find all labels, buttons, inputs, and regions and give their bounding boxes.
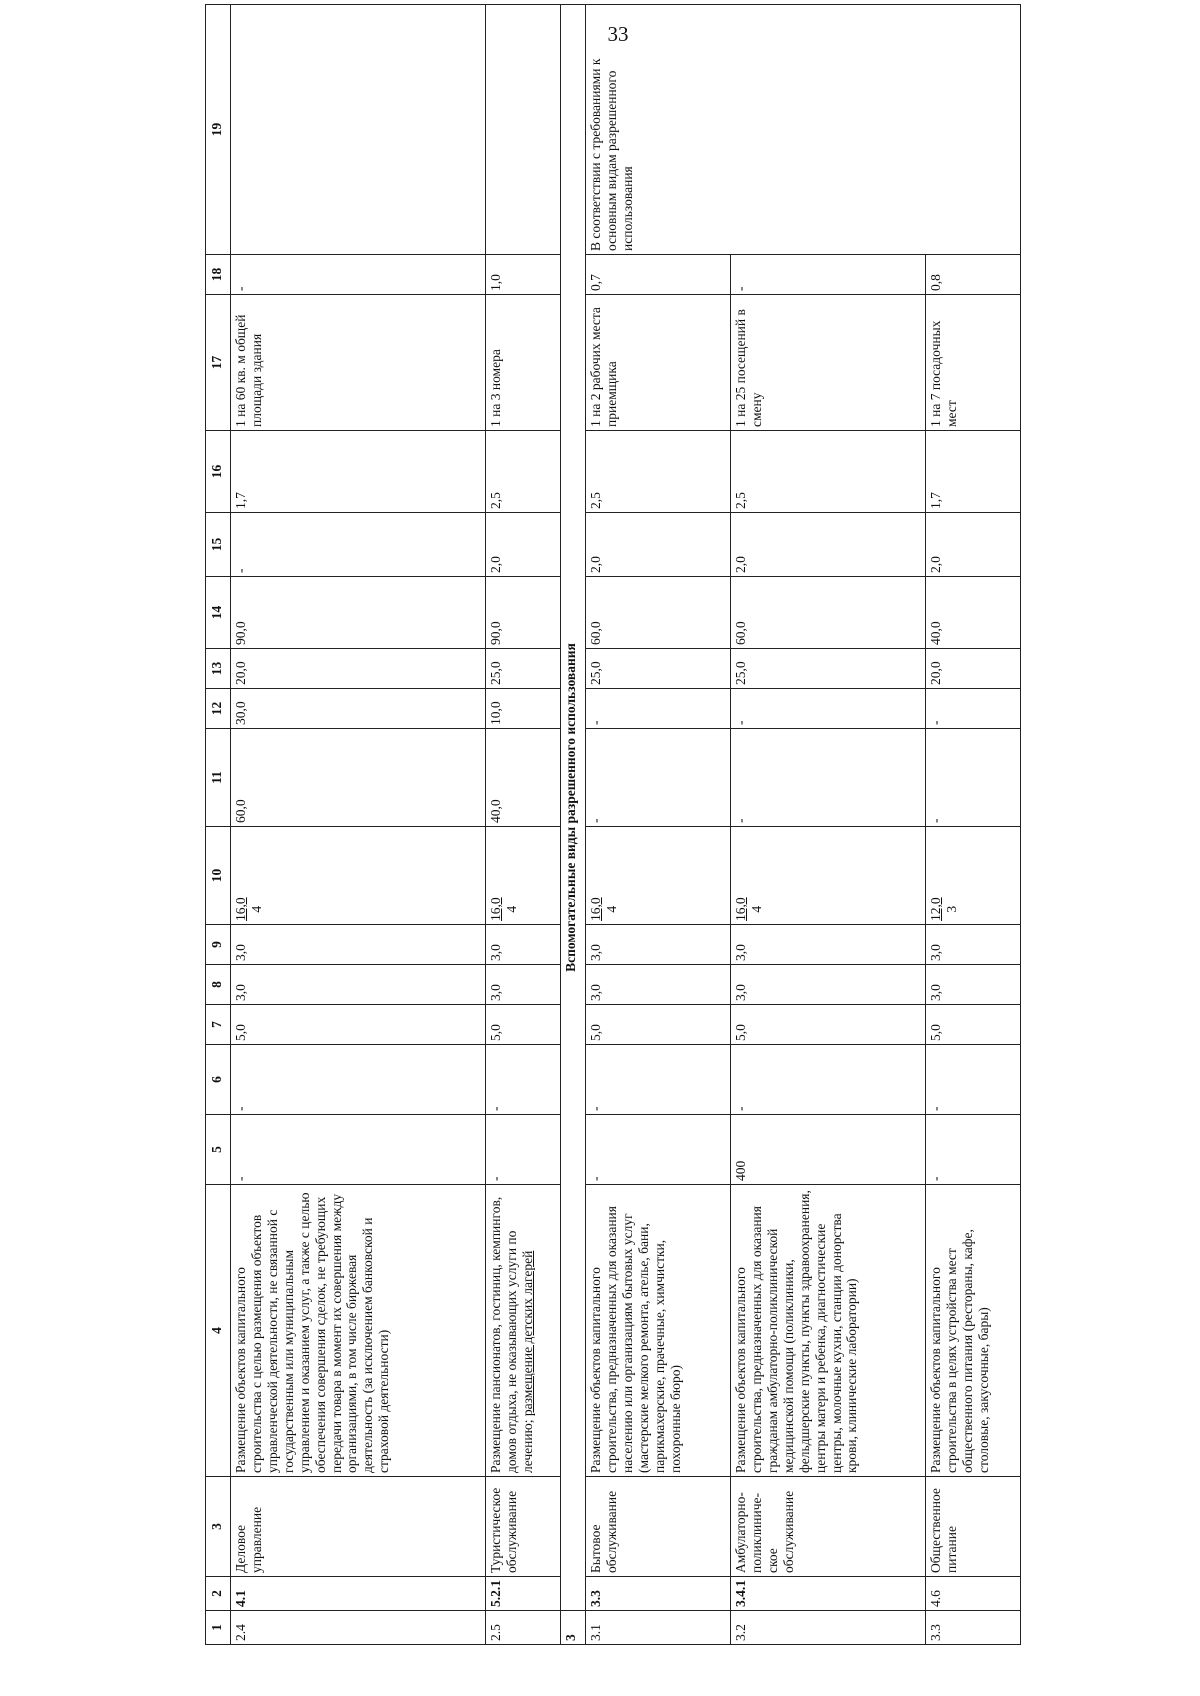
use-description: Размещение объектов капитального строительства с целью размещения объектов управленческой деятельности, не связанной с государственным или муниципальным управлением и оказанием услуг, а также с целью обеспечения совершения сделок, не требующих передачи товара в момент их совершения между организациями, в том числе биржевая деятельность (за исключением банковской и страховой деятельности) [231, 1185, 486, 1477]
header-cell: 13 [206, 649, 231, 689]
cell-col12: - [586, 689, 731, 729]
fraction-denominator: 4 [603, 905, 619, 913]
table-row [231, 5, 486, 1645]
fraction-denominator: 4 [503, 905, 519, 913]
cell-col13: 20,0 [926, 649, 1021, 689]
cell-col8: 3,0 [486, 965, 561, 1005]
cell-col16: 2,5 [731, 431, 926, 513]
cell-col11: 40,0 [486, 729, 561, 827]
cell-col18: 0,7 [586, 255, 731, 295]
cell-col7: 5,0 [486, 1005, 561, 1045]
cell-col15: - [231, 513, 486, 577]
page-number: 33 [607, 22, 629, 46]
cell-col10 [486, 827, 561, 925]
cell-col6: - [586, 1045, 731, 1115]
height-fraction [733, 897, 764, 921]
cell-col19 [231, 5, 486, 255]
cell-col12: 30,0 [231, 689, 486, 729]
height-fraction [588, 897, 619, 921]
cell-col11: 60,0 [231, 729, 486, 827]
parking-norm: 1 на 7 посадочных мест [926, 295, 1021, 431]
cell-col7: 5,0 [586, 1005, 731, 1045]
cell-col13: 25,0 [486, 649, 561, 689]
use-description-underlined: размещение детских лагерей [519, 1250, 535, 1417]
row-number: 3.3 [926, 1611, 1021, 1645]
cell-col9: 3,0 [486, 925, 561, 965]
use-code: 3.3 [586, 1577, 731, 1611]
header-cell: 8 [206, 965, 231, 1005]
cell-col7: 5,0 [731, 1005, 926, 1045]
cell-col15: 2,0 [731, 513, 926, 577]
use-name: Туристическое обслуживание [486, 1477, 561, 1577]
cell-col14: 40,0 [926, 577, 1021, 649]
cell-col15: 2,0 [926, 513, 1021, 577]
cell-col13: 20,0 [231, 649, 486, 689]
cell-col15: 2,0 [486, 513, 561, 577]
table-row [486, 5, 561, 1645]
cell-col14: 90,0 [231, 577, 486, 649]
use-code: 3.4.1 [731, 1577, 926, 1611]
cell-col18: - [731, 255, 926, 295]
cell-col7: 5,0 [926, 1005, 1021, 1045]
cell-col10 [731, 827, 926, 925]
zoning-regulations-table [205, 4, 1021, 1645]
section-row [561, 5, 586, 1645]
height-fraction [928, 897, 959, 921]
header-cell: 5 [206, 1115, 231, 1185]
header-cell: 15 [206, 513, 231, 577]
cell-col19 [486, 5, 561, 255]
cell-col18: 1,0 [486, 255, 561, 295]
cell-col16: 2,5 [586, 431, 731, 513]
row-number: 2.5 [486, 1611, 561, 1645]
use-description: Размещение объектов капитального строительства, предназначенных для оказания населению или организациям бытовых услуг (мастерские мелкого ремонта, ателье, бани, парикмахерские, прачечные, химчистки, похоронные бюро) [586, 1185, 731, 1477]
header-cell: 4 [206, 1185, 231, 1477]
fraction-numerator: 16,0 [233, 897, 248, 921]
use-description [486, 1185, 561, 1477]
cell-col8: 3,0 [926, 965, 1021, 1005]
fraction-denominator: 4 [748, 905, 764, 913]
header-cell: 7 [206, 1005, 231, 1045]
cell-col7: 5,0 [231, 1005, 486, 1045]
use-name: Амбулаторно-поликлиниче-ское обслуживание [731, 1477, 926, 1577]
cell-col10 [586, 827, 731, 925]
cell-col6: - [926, 1045, 1021, 1115]
parking-norm: 1 на 2 рабочих места приемщика [586, 295, 731, 431]
cell-col5: - [926, 1115, 1021, 1185]
cell-col11: - [926, 729, 1021, 827]
section-number: 3 [561, 1611, 586, 1645]
cell-col5: - [231, 1115, 486, 1185]
use-code: 4.6 [926, 1577, 1021, 1611]
cell-col9: 3,0 [731, 925, 926, 965]
cell-col13: 25,0 [586, 649, 731, 689]
header-cell: 14 [206, 577, 231, 649]
header-cell: 17 [206, 295, 231, 431]
cell-col16: 2,5 [486, 431, 561, 513]
fraction-numerator: 12,0 [928, 897, 943, 921]
height-fraction [488, 897, 519, 921]
fraction-denominator: 3 [943, 905, 959, 913]
cell-col18: - [231, 255, 486, 295]
header-cell: 1 [206, 1611, 231, 1645]
cell-col13: 25,0 [731, 649, 926, 689]
cell-col5: 400 [731, 1115, 926, 1185]
use-code: 4.1 [231, 1577, 486, 1611]
header-cell: 16 [206, 431, 231, 513]
cell-col12: - [731, 689, 926, 729]
use-name: Бытовое обслуживание [586, 1477, 731, 1577]
header-cell: 11 [206, 729, 231, 827]
cell-col16: 1,7 [231, 431, 486, 513]
parking-norm: 1 на 60 кв. м общей площади здания [231, 295, 486, 431]
cell-col14: 90,0 [486, 577, 561, 649]
use-name: Деловое управление [231, 1477, 486, 1577]
cell-col15: 2,0 [586, 513, 731, 577]
table-row [586, 5, 731, 1645]
row-number: 3.1 [586, 1611, 731, 1645]
cell-col8: 3,0 [731, 965, 926, 1005]
height-fraction [233, 897, 264, 921]
fraction-numerator: 16,0 [733, 897, 748, 921]
cell-col11: - [586, 729, 731, 827]
cell-col8: 3,0 [586, 965, 731, 1005]
cell-col10 [231, 827, 486, 925]
cell-col9: 3,0 [926, 925, 1021, 965]
cell-col5: - [486, 1115, 561, 1185]
requirements-note: В соответствии с требованиями к основным видам разрешенного использования [586, 5, 1021, 255]
section-title: Вспомогательные виды разрешенного использования [561, 5, 586, 1611]
header-cell: 9 [206, 925, 231, 965]
cell-col5: - [586, 1115, 731, 1185]
cell-col10 [926, 827, 1021, 925]
header-cell: 12 [206, 689, 231, 729]
fraction-denominator: 4 [248, 905, 264, 913]
cell-col14: 60,0 [731, 577, 926, 649]
fraction-numerator: 16,0 [488, 897, 503, 921]
cell-col12: 10,0 [486, 689, 561, 729]
cell-col14: 60,0 [586, 577, 731, 649]
use-description: Размещение объектов капитального строительства, предназначенных для оказания гражданам амбулаторно-поликлинической медицинской помощи (поликлиники, фельдшерские пункты, пункты здравоохранения, центры матери и ребенка, диагностические центры, молочные кухни, станции донорства крови, клинические лаборатории) [731, 1185, 926, 1477]
header-cell: 10 [206, 827, 231, 925]
use-description: Размещение объектов капитального строительства в целях устройства мест общественного питания (рестораны, кафе, столовые, закусочные, бары) [926, 1185, 1021, 1477]
cell-col9: 3,0 [586, 925, 731, 965]
use-name: Общественное питание [926, 1477, 1021, 1577]
header-cell: 18 [206, 255, 231, 295]
cell-col12: - [926, 689, 1021, 729]
cell-col9: 3,0 [231, 925, 486, 965]
cell-col18: 0,8 [926, 255, 1021, 295]
cell-col6: - [231, 1045, 486, 1115]
row-number: 3.2 [731, 1611, 926, 1645]
header-cell: 6 [206, 1045, 231, 1115]
header-row [206, 5, 231, 1645]
cell-col6: - [731, 1045, 926, 1115]
fraction-numerator: 16,0 [588, 897, 603, 921]
use-code: 5.2.1 [486, 1577, 561, 1611]
cell-col8: 3,0 [231, 965, 486, 1005]
header-cell: 19 [206, 5, 231, 255]
header-cell: 3 [206, 1477, 231, 1577]
cell-col11: - [731, 729, 926, 827]
cell-col6: - [486, 1045, 561, 1115]
parking-norm: 1 на 25 посещений в смену [731, 295, 926, 431]
cell-col16: 1,7 [926, 431, 1021, 513]
rotated-table-container [205, 58, 1035, 1645]
table-frame [205, 58, 1035, 1645]
use-description-text: Размещение пансионатов, гостиниц, кемпингов, домов отдыха, не оказывающих услуги по лечению; [488, 1196, 535, 1473]
header-cell: 2 [206, 1577, 231, 1611]
row-number: 2.4 [231, 1611, 486, 1645]
parking-norm: 1 на 3 номера [486, 295, 561, 431]
